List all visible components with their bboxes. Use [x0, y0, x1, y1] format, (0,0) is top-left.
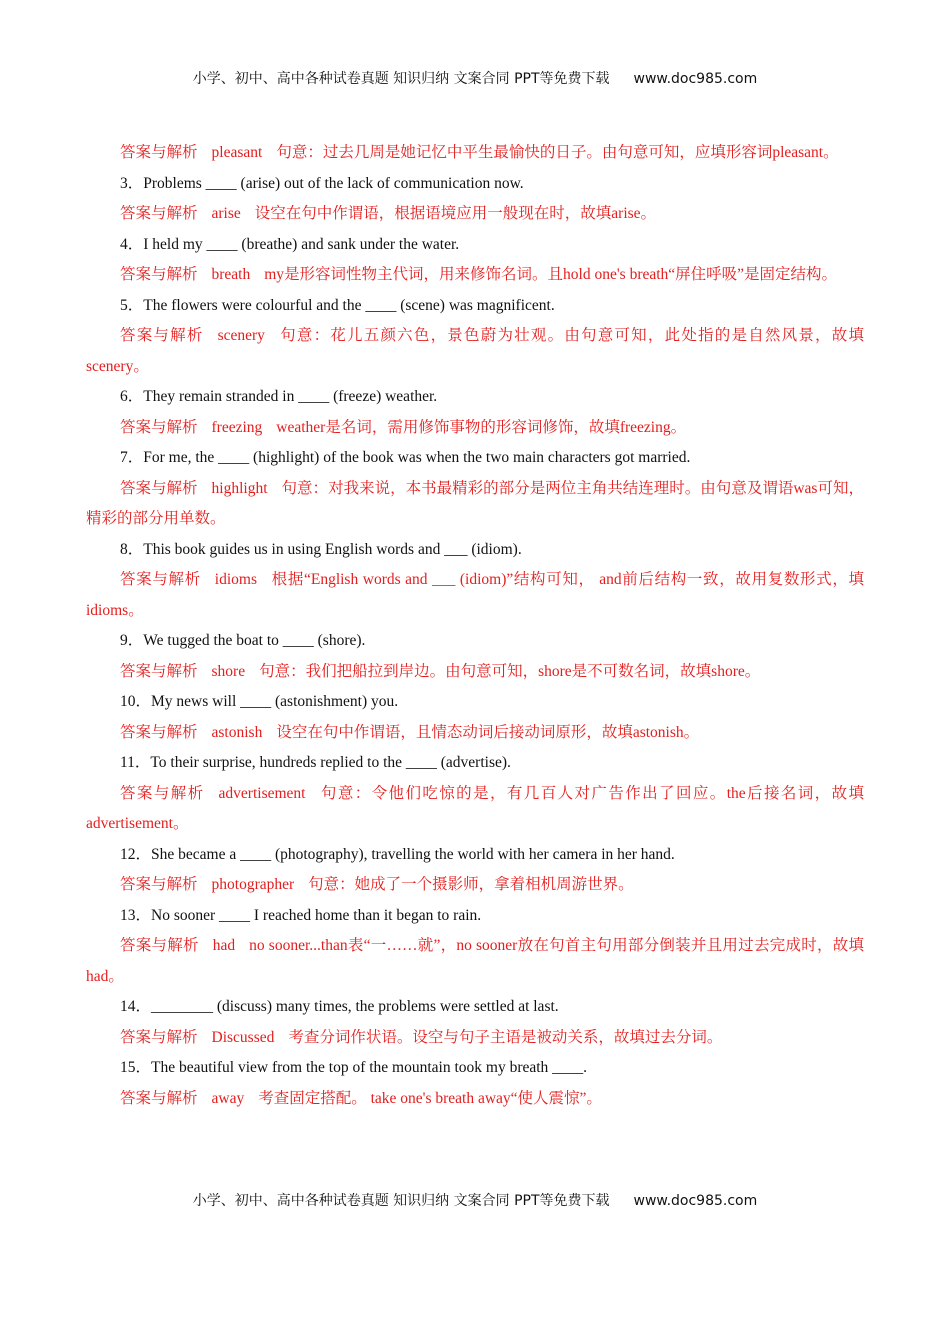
answer-word: advertisement	[218, 784, 306, 802]
answer-explanation: 句意：令他们吃惊的是，有几百人对广告作出了回应。the后接名词，故填advertisement。	[86, 784, 864, 832]
answer-explanation: 句意：过去几周是她记忆中平生最愉快的日子。由句意可知，应填形容词pleasant。	[276, 144, 839, 161]
answer-line	[86, 931, 864, 992]
question-line: 3．Problems ____ (arise) out of the lack of communication now.	[120, 174, 524, 192]
answer-label: 答案与解析	[120, 784, 205, 802]
footer-tagline: 小学、初中、高中各种试卷真题 知识归纳 文案合同 PPT等免费下载	[192, 1193, 610, 1209]
answer-word: pleasant	[211, 144, 263, 161]
answer-explanation: 句意：我们把船拉到岸边。由句意可知，shore是不可数名词，故填shore。	[259, 662, 761, 680]
answer-explanation: 根据“English words and ___ (idiom)”结构可知， and前后结构一致，故用复数形式，填idioms。	[86, 571, 864, 619]
answer-explanation: weather是名词，需用修饰事物的形容词修饰，故填freezing。	[276, 418, 687, 436]
header-url[interactable]: www.doc985.com	[633, 71, 758, 87]
question-line: 7．For me, the ____ (highlight) of the book was when the two main characters got married.	[120, 449, 691, 466]
answer-line	[86, 1023, 864, 1054]
header-tagline: 小学、初中、高中各种试卷真题 知识归纳 文案合同 PPT等免费下载	[192, 71, 610, 87]
question-line: 15．The beautiful view from the top of the mountain took my breath ____.	[120, 1059, 588, 1076]
answer-label: 答案与解析	[120, 144, 198, 161]
answer-label: 答案与解析	[120, 327, 204, 344]
answer-word: astonish	[211, 723, 263, 741]
answer-line	[86, 718, 864, 749]
answer-word: arise	[211, 205, 241, 222]
answer-line	[86, 474, 864, 535]
answer-explanation: my是形容词性物主代词，用来修饰名词。且hold one's breath“屏住呼吸”是固定结构。	[264, 266, 838, 283]
question-line: 11．To their surprise, hundreds replied to the ____ (advertise).	[120, 754, 511, 771]
answer-label: 答案与解析	[120, 1028, 198, 1046]
answer-label: 答案与解析	[120, 205, 198, 222]
answer-line	[86, 138, 864, 169]
question-line: 4．I held my ____ (breathe) and sank under the water.	[120, 235, 460, 253]
question-line: 14．________ (discuss) many times, the problems were settled at last.	[120, 998, 559, 1015]
answer-word: away	[211, 1089, 245, 1107]
answer-label: 答案与解析	[120, 266, 198, 283]
footer-url[interactable]: www.doc985.com	[633, 1193, 758, 1209]
answer-line	[86, 413, 864, 444]
answer-label: 答案与解析	[120, 662, 198, 680]
answer-label: 答案与解析	[120, 418, 198, 436]
answer-line	[86, 1084, 864, 1115]
question-line: 9．We tugged the boat to ____ (shore).	[120, 632, 366, 649]
answer-line	[86, 657, 864, 688]
answer-word: freezing	[211, 418, 263, 436]
answer-explanation: 句意：花儿五颜六色，景色蔚为壮观。由句意可知，此处指的是自然风景，故填scenery。	[86, 327, 864, 375]
question-line: 12．She became a ____ (photography), travelling the world with her camera in her hand.	[120, 845, 675, 863]
answer-line	[86, 779, 864, 840]
answer-explanation: 句意：对我来说，本书最精彩的部分是两位主角共结连理时。由句意及谓语was可知，精彩的部分用单数。	[86, 479, 864, 527]
answer-label: 答案与解析	[120, 876, 198, 893]
answer-word: breath	[211, 266, 251, 283]
question-line: 6．They remain stranded in ____ (freeze) weather.	[120, 388, 438, 405]
answer-explanation: 设空在句中作谓语，且情态动词后接动词原形，故填astonish。	[276, 723, 700, 741]
answer-word: shore	[211, 662, 246, 680]
answer-line	[86, 565, 864, 626]
answer-label: 答案与解析	[120, 571, 201, 588]
answer-word: photographer	[211, 876, 295, 893]
answer-explanation: 考查分词作状语。设空与句子主语是被动关系，故填过去分词。	[288, 1028, 723, 1046]
question-line: 13．No sooner ____ I reached home than it began to rain.	[120, 906, 482, 924]
question-line: 8．This book guides us in using English words and ___ (idiom).	[120, 540, 522, 558]
answer-line	[86, 199, 864, 230]
answer-line	[86, 260, 864, 291]
page-footer	[0, 1190, 950, 1210]
answer-label: 答案与解析	[120, 937, 199, 954]
answer-label: 答案与解析	[120, 479, 198, 497]
answer-explanation: 设空在句中作谓语，根据语境应用一般现在时，故填arise。	[254, 205, 657, 222]
answer-explanation: no sooner...than表“一……就”，no sooner放在句首主句用部分倒装并且用过去完成时，故填had。	[86, 937, 864, 985]
answer-label: 答案与解析	[120, 723, 198, 741]
answer-word: idioms	[214, 571, 257, 588]
answer-sheet	[86, 138, 864, 1114]
answer-word: Discussed	[211, 1028, 275, 1046]
answer-word: scenery	[217, 327, 265, 344]
answer-label: 答案与解析	[120, 1089, 198, 1107]
question-line: 5．The flowers were colourful and the ____ (scene) was magnificent.	[120, 296, 555, 314]
answer-word: had	[212, 937, 236, 954]
answer-word: highlight	[211, 479, 268, 497]
answer-explanation: 句意：她成了一个摄影师，拿着相机周游世界。	[308, 876, 634, 893]
question-line: 10．My news will ____ (astonishment) you.	[120, 693, 399, 710]
page-header	[0, 68, 950, 88]
answer-line	[86, 321, 864, 382]
answer-line	[86, 870, 864, 901]
answer-explanation: 考查固定搭配。 take one's breath away“使人震惊”。	[258, 1089, 602, 1107]
